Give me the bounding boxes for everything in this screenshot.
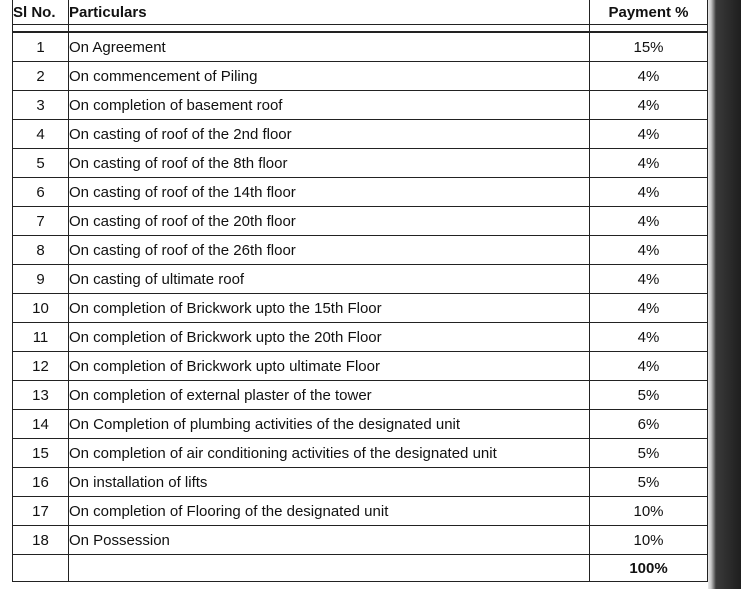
cell-sl: 4 [13, 120, 69, 149]
cell-particulars: On completion of external plaster of the tower [69, 381, 590, 410]
table-row [13, 207, 708, 236]
cell-sl: 12 [13, 352, 69, 381]
cell-particulars: On Possession [69, 526, 590, 555]
cell-sl: 1 [13, 32, 69, 62]
cell-payment: 4% [590, 236, 708, 265]
table-row [13, 468, 708, 497]
header-payment-percent: Payment % [590, 0, 708, 25]
cell-sl: 9 [13, 265, 69, 294]
cell-payment: 4% [590, 149, 708, 178]
cell-sl: 11 [13, 323, 69, 352]
cell-particulars: On completion of Brickwork upto the 15th Floor [69, 294, 590, 323]
header-separator-row [13, 25, 708, 33]
cell-sl: 15 [13, 439, 69, 468]
cell-sl: 13 [13, 381, 69, 410]
table-row [13, 236, 708, 265]
cell-payment: 10% [590, 497, 708, 526]
table-row [13, 149, 708, 178]
cell-particulars: On casting of roof of the 2nd floor [69, 120, 590, 149]
cell-payment: 4% [590, 62, 708, 91]
table-row [13, 352, 708, 381]
cell-particulars: On casting of ultimate roof [69, 265, 590, 294]
total-row [13, 555, 708, 582]
table-row [13, 62, 708, 91]
table-row [13, 91, 708, 120]
cell-sl: 17 [13, 497, 69, 526]
cell-particulars: On casting of roof of the 8th floor [69, 149, 590, 178]
header-particulars: Particulars [69, 0, 590, 25]
table-row [13, 294, 708, 323]
cell-payment: 5% [590, 468, 708, 497]
dark-edge-strip [708, 0, 741, 589]
total-empty-particulars [69, 555, 590, 582]
payment-schedule-table [12, 0, 708, 582]
cell-particulars: On completion of Brickwork upto the 20th Floor [69, 323, 590, 352]
cell-particulars: On completion of basement roof [69, 91, 590, 120]
cell-particulars: On completion of air conditioning activities of the designated unit [69, 439, 590, 468]
cell-particulars: On casting of roof of the 20th floor [69, 207, 590, 236]
cell-particulars: On completion of Flooring of the designated unit [69, 497, 590, 526]
table-row [13, 497, 708, 526]
cell-sl: 16 [13, 468, 69, 497]
cell-particulars: On installation of lifts [69, 468, 590, 497]
table-row [13, 381, 708, 410]
cell-particulars: On commencement of Piling [69, 62, 590, 91]
cell-payment: 4% [590, 91, 708, 120]
cell-payment: 4% [590, 352, 708, 381]
cell-payment: 4% [590, 294, 708, 323]
table-row [13, 526, 708, 555]
cell-payment: 5% [590, 381, 708, 410]
cell-payment: 4% [590, 323, 708, 352]
table-row [13, 323, 708, 352]
cell-particulars: On casting of roof of the 26th floor [69, 236, 590, 265]
cell-sl: 6 [13, 178, 69, 207]
cell-sl: 18 [13, 526, 69, 555]
cell-sl: 7 [13, 207, 69, 236]
cell-particulars: On completion of Brickwork upto ultimate Floor [69, 352, 590, 381]
total-payment: 100% [590, 555, 708, 582]
total-empty-sl [13, 555, 69, 582]
cell-payment: 4% [590, 178, 708, 207]
cell-particulars: On Agreement [69, 32, 590, 62]
table-row [13, 32, 708, 62]
table-header-row [13, 0, 708, 25]
cell-sl: 10 [13, 294, 69, 323]
table-row [13, 439, 708, 468]
cell-payment: 4% [590, 207, 708, 236]
table-row [13, 120, 708, 149]
cell-payment: 10% [590, 526, 708, 555]
table-row [13, 265, 708, 294]
table-row [13, 178, 708, 207]
cell-payment: 5% [590, 439, 708, 468]
table-row [13, 410, 708, 439]
cell-particulars: On casting of roof of the 14th floor [69, 178, 590, 207]
cell-payment: 15% [590, 32, 708, 62]
cell-sl: 5 [13, 149, 69, 178]
cell-particulars: On Completion of plumbing activities of the designated unit [69, 410, 590, 439]
cell-sl: 2 [13, 62, 69, 91]
cell-sl: 3 [13, 91, 69, 120]
cell-sl: 14 [13, 410, 69, 439]
cell-payment: 6% [590, 410, 708, 439]
cell-payment: 4% [590, 120, 708, 149]
cell-payment: 4% [590, 265, 708, 294]
header-sl-no: Sl No. [13, 0, 69, 25]
cell-sl: 8 [13, 236, 69, 265]
